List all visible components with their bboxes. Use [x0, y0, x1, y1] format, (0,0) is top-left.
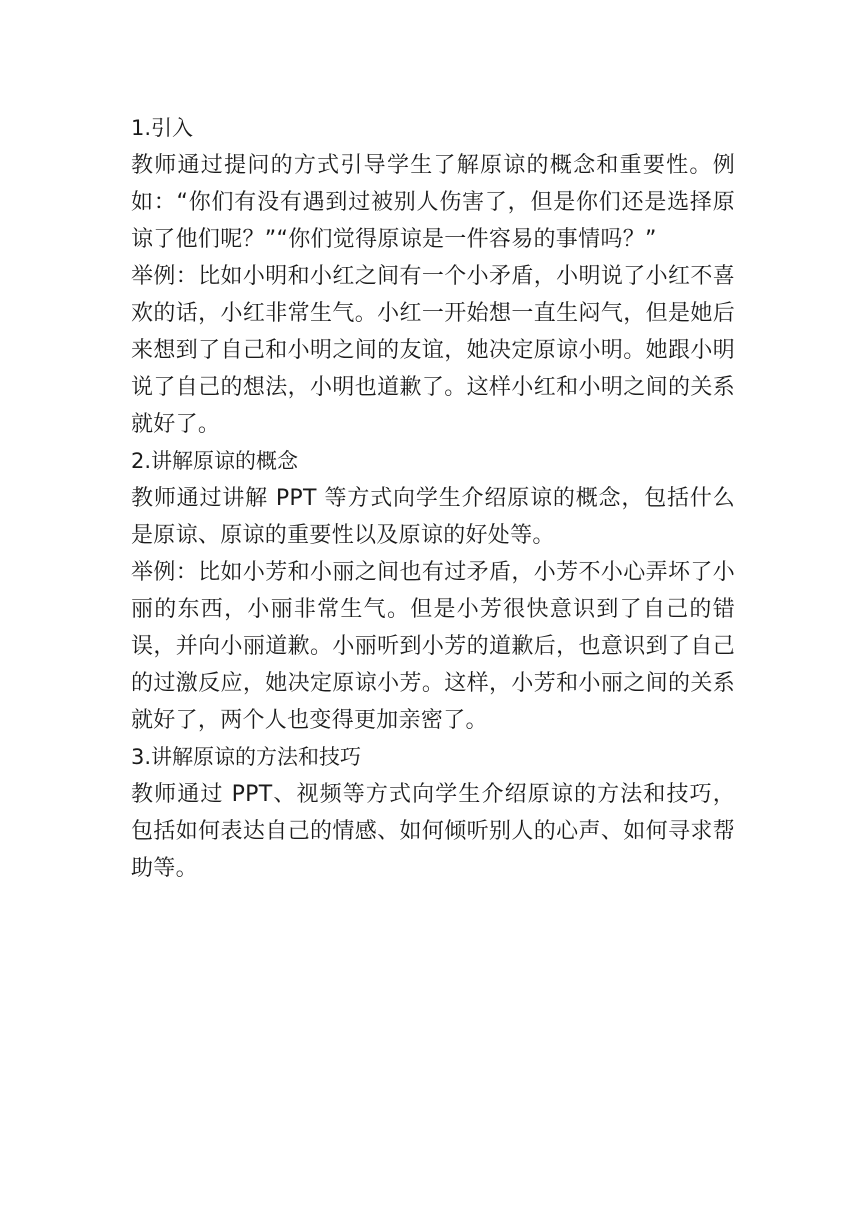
section-methods	[131, 739, 735, 887]
paragraph: 教师通过 PPT、视频等方式向学生介绍原谅的方法和技巧，包括如何表达自己的情感、如何倾听别人的心声、如何寻求帮助等。	[131, 782, 735, 881]
document-body	[131, 110, 735, 887]
paragraph: 教师通过讲解 PPT 等方式向学生介绍原谅的概念，包括什么是原谅、原谅的重要性以及原谅的好处等。	[131, 486, 735, 548]
section-introduction	[131, 110, 735, 443]
section-concept	[131, 443, 735, 739]
section-heading: 2.讲解原谅的概念	[131, 449, 299, 473]
paragraph-example: 举例：比如小明和小红之间有一个小矛盾，小明说了小红不喜欢的话，小红非常生气。小红一开始想一直生闷气，但是她后来想到了自己和小明之间的友谊，她决定原谅小明。她跟小明说了自己的想法，小明也道歉了。这样小红和小明之间的关系就好了。	[131, 264, 735, 437]
paragraph: 教师通过提问的方式引导学生了解原谅的概念和重要性。例如：“你们有没有遇到过被别人伤害了，但是你们还是选择原谅了他们呢？”“你们觉得原谅是一件容易的事情吗？”	[131, 153, 735, 252]
section-heading: 3.讲解原谅的方法和技巧	[131, 745, 362, 769]
paragraph-example: 举例：比如小芳和小丽之间也有过矛盾，小芳不小心弄坏了小丽的东西，小丽非常生气。但是小芳很快意识到了自己的错误，并向小丽道歉。小丽听到小芳的道歉后，也意识到了自己的过激反应，她决定原谅小芳。这样，小芳和小丽之间的关系就好了，两个人也变得更加亲密了。	[131, 560, 735, 733]
section-heading: 1.引入	[131, 116, 194, 140]
